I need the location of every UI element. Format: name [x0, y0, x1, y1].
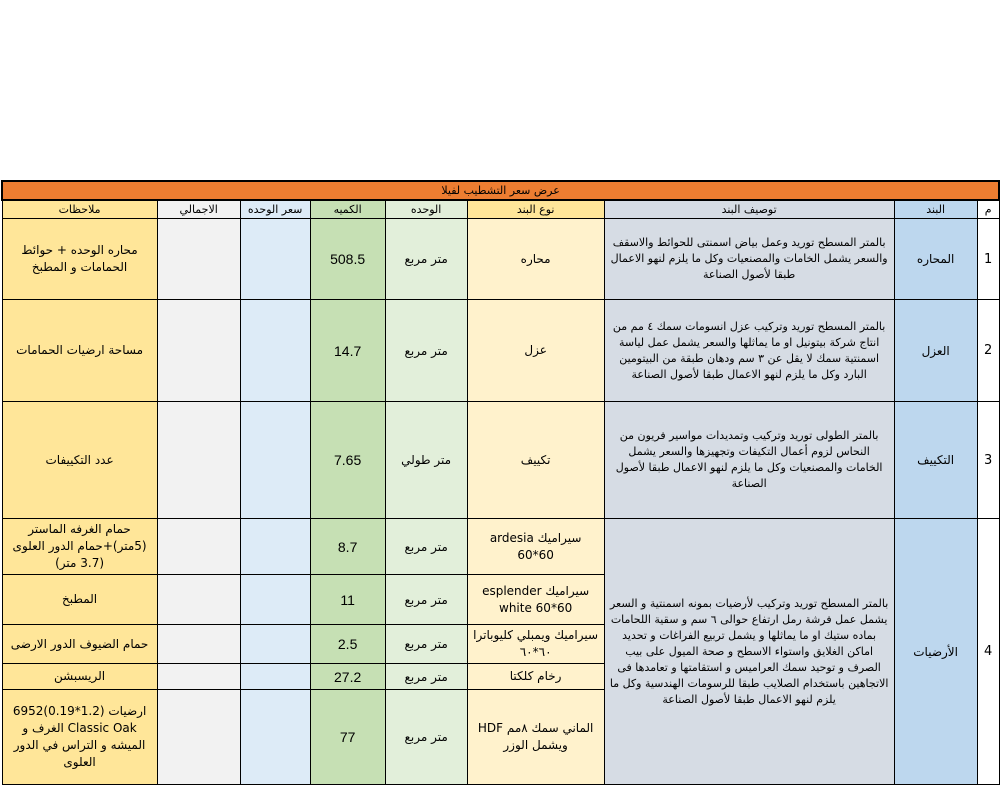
row-unit: متر مربع — [385, 575, 467, 625]
row-unit-price[interactable] — [240, 625, 310, 664]
row-band: المحاره — [894, 219, 977, 300]
row-unit: متر مربع — [385, 690, 467, 785]
row-total[interactable] — [157, 625, 240, 664]
row-notes: الريسبشن — [2, 664, 157, 690]
row-unit-price[interactable] — [240, 219, 310, 300]
row-number: 2 — [977, 300, 999, 402]
row-band: التكييف — [894, 402, 977, 519]
row-unit: متر مربع — [385, 664, 467, 690]
header-desc: توصيف البند — [604, 200, 894, 219]
table-row — [2, 300, 999, 402]
header-band: البند — [894, 200, 977, 219]
row-unit-price[interactable] — [240, 519, 310, 575]
row-total[interactable] — [157, 690, 240, 785]
row-quantity: 11 — [310, 575, 385, 625]
row-band: العزل — [894, 300, 977, 402]
row-notes: المطبخ — [2, 575, 157, 625]
table-row — [2, 402, 999, 519]
row-notes: حمام الغرفه الماستر (5متر)+حمام الدور العلوى (3.7 متر) — [2, 519, 157, 575]
header-row — [2, 200, 999, 219]
row-quantity: 508.5 — [310, 219, 385, 300]
row-description: بالمتر المسطح توريد وتركيب عزل انسومات سمك ٤ مم من انتاج شركة بيتونيل او ما يماثلها والسعر يشمل عمل لياسة اسمنتية سمك لا يقل عن ٣ سم ودهان طبقة من البيتومين البارد وكل ما يلزم لنهو الاعمال طبقا لأصول الصناعة — [604, 300, 894, 402]
row-description: بالمتر المسطح توريد وعمل بياض اسمنتى للحوائط والاسقف والسعر يشمل الخامات والمصنعيات وكل ما يلزم لنهو الاعمال طبقا لأصول الصناعة — [604, 219, 894, 300]
row-unit-price[interactable] — [240, 402, 310, 519]
row-notes: عدد التكييفات — [2, 402, 157, 519]
row-unit: متر مربع — [385, 519, 467, 575]
row-notes: محاره الوحده + حوائط الحمامات و المطبخ — [2, 219, 157, 300]
row-description: بالمتر الطولى توريد وتركيب وتمديدات مواسير فريون من النحاس لزوم أعمال التكيفات وتجهيزها والسعر يشمل الخامات والمصنعيات وكل ما يلزم لنهو الاعمال طبقا لأصول الصناعة — [604, 402, 894, 519]
row-total[interactable] — [157, 519, 240, 575]
header-type: نوع البند — [467, 200, 604, 219]
header-m: م — [977, 200, 999, 219]
row-notes: حمام الضيوف الدور الارضى — [2, 625, 157, 664]
header-unit: الوحده — [385, 200, 467, 219]
row-type: سيراميك ويمبلي كليوباترا ٦٠*٦٠ — [467, 625, 604, 664]
row-unit: متر مربع — [385, 300, 467, 402]
row-band: الأرضيات — [894, 519, 977, 785]
row-total[interactable] — [157, 402, 240, 519]
row-type: سيراميك esplender white 60*60 — [467, 575, 604, 625]
row-type: عزل — [467, 300, 604, 402]
header-price: سعر الوحده — [240, 200, 310, 219]
quotation-table — [1, 180, 1000, 785]
row-unit-price[interactable] — [240, 300, 310, 402]
row-quantity: 7.65 — [310, 402, 385, 519]
row-type: تكييف — [467, 402, 604, 519]
row-type: الماني سمك ٨مم HDF ويشمل الوزر — [467, 690, 604, 785]
row-quantity: 27.2 — [310, 664, 385, 690]
row-unit: متر طولي — [385, 402, 467, 519]
table-row — [2, 519, 999, 575]
row-notes: ارضيات (1.2*0.19)6952 Classic Oak الغرف و الميشه و التراس في الدور العلوى — [2, 690, 157, 785]
row-description: بالمتر المسطح توريد وتركيب لأرضيات بمونه اسمنتية و السعر يشمل عمل فرشة رمل ارتفاع حوالى ٦ سم و سقية اللحامات بماده ستيك او ما يماثلها و يشمل تربيع الفراغات و تحديد اماكن الغلايق واستواء الاسطح و صحة الميول على بيب الصرف و توحيد سمك العراميس و استقامتها و تعامدها فى الاتجاهين باستخدام الصلايب طبقا للرسومات الهندسية وكل ما يلزم لنهو الاعمال طبقا لأصول الصناعة — [604, 519, 894, 785]
row-type: محاره — [467, 219, 604, 300]
row-number: 4 — [977, 519, 999, 785]
row-quantity: 8.7 — [310, 519, 385, 575]
row-quantity: 2.5 — [310, 625, 385, 664]
table-row — [2, 219, 999, 300]
header-qty: الكميه — [310, 200, 385, 219]
row-quantity: 14.7 — [310, 300, 385, 402]
row-number: 3 — [977, 402, 999, 519]
sheet-title: عرض سعر التشطيب لفيلا — [2, 181, 999, 200]
row-total[interactable] — [157, 219, 240, 300]
row-type: رخام كلكتا — [467, 664, 604, 690]
row-unit: متر مربع — [385, 219, 467, 300]
row-number: 1 — [977, 219, 999, 300]
row-total[interactable] — [157, 664, 240, 690]
row-unit-price[interactable] — [240, 664, 310, 690]
row-total[interactable] — [157, 300, 240, 402]
header-total: الاجمالي — [157, 200, 240, 219]
row-total[interactable] — [157, 575, 240, 625]
row-type: سيراميك ardesia 60*60 — [467, 519, 604, 575]
row-unit-price[interactable] — [240, 575, 310, 625]
row-notes: مساحة ارضيات الحمامات — [2, 300, 157, 402]
row-unit: متر مربع — [385, 625, 467, 664]
row-unit-price[interactable] — [240, 690, 310, 785]
row-quantity: 77 — [310, 690, 385, 785]
header-notes: ملاحظات — [2, 200, 157, 219]
